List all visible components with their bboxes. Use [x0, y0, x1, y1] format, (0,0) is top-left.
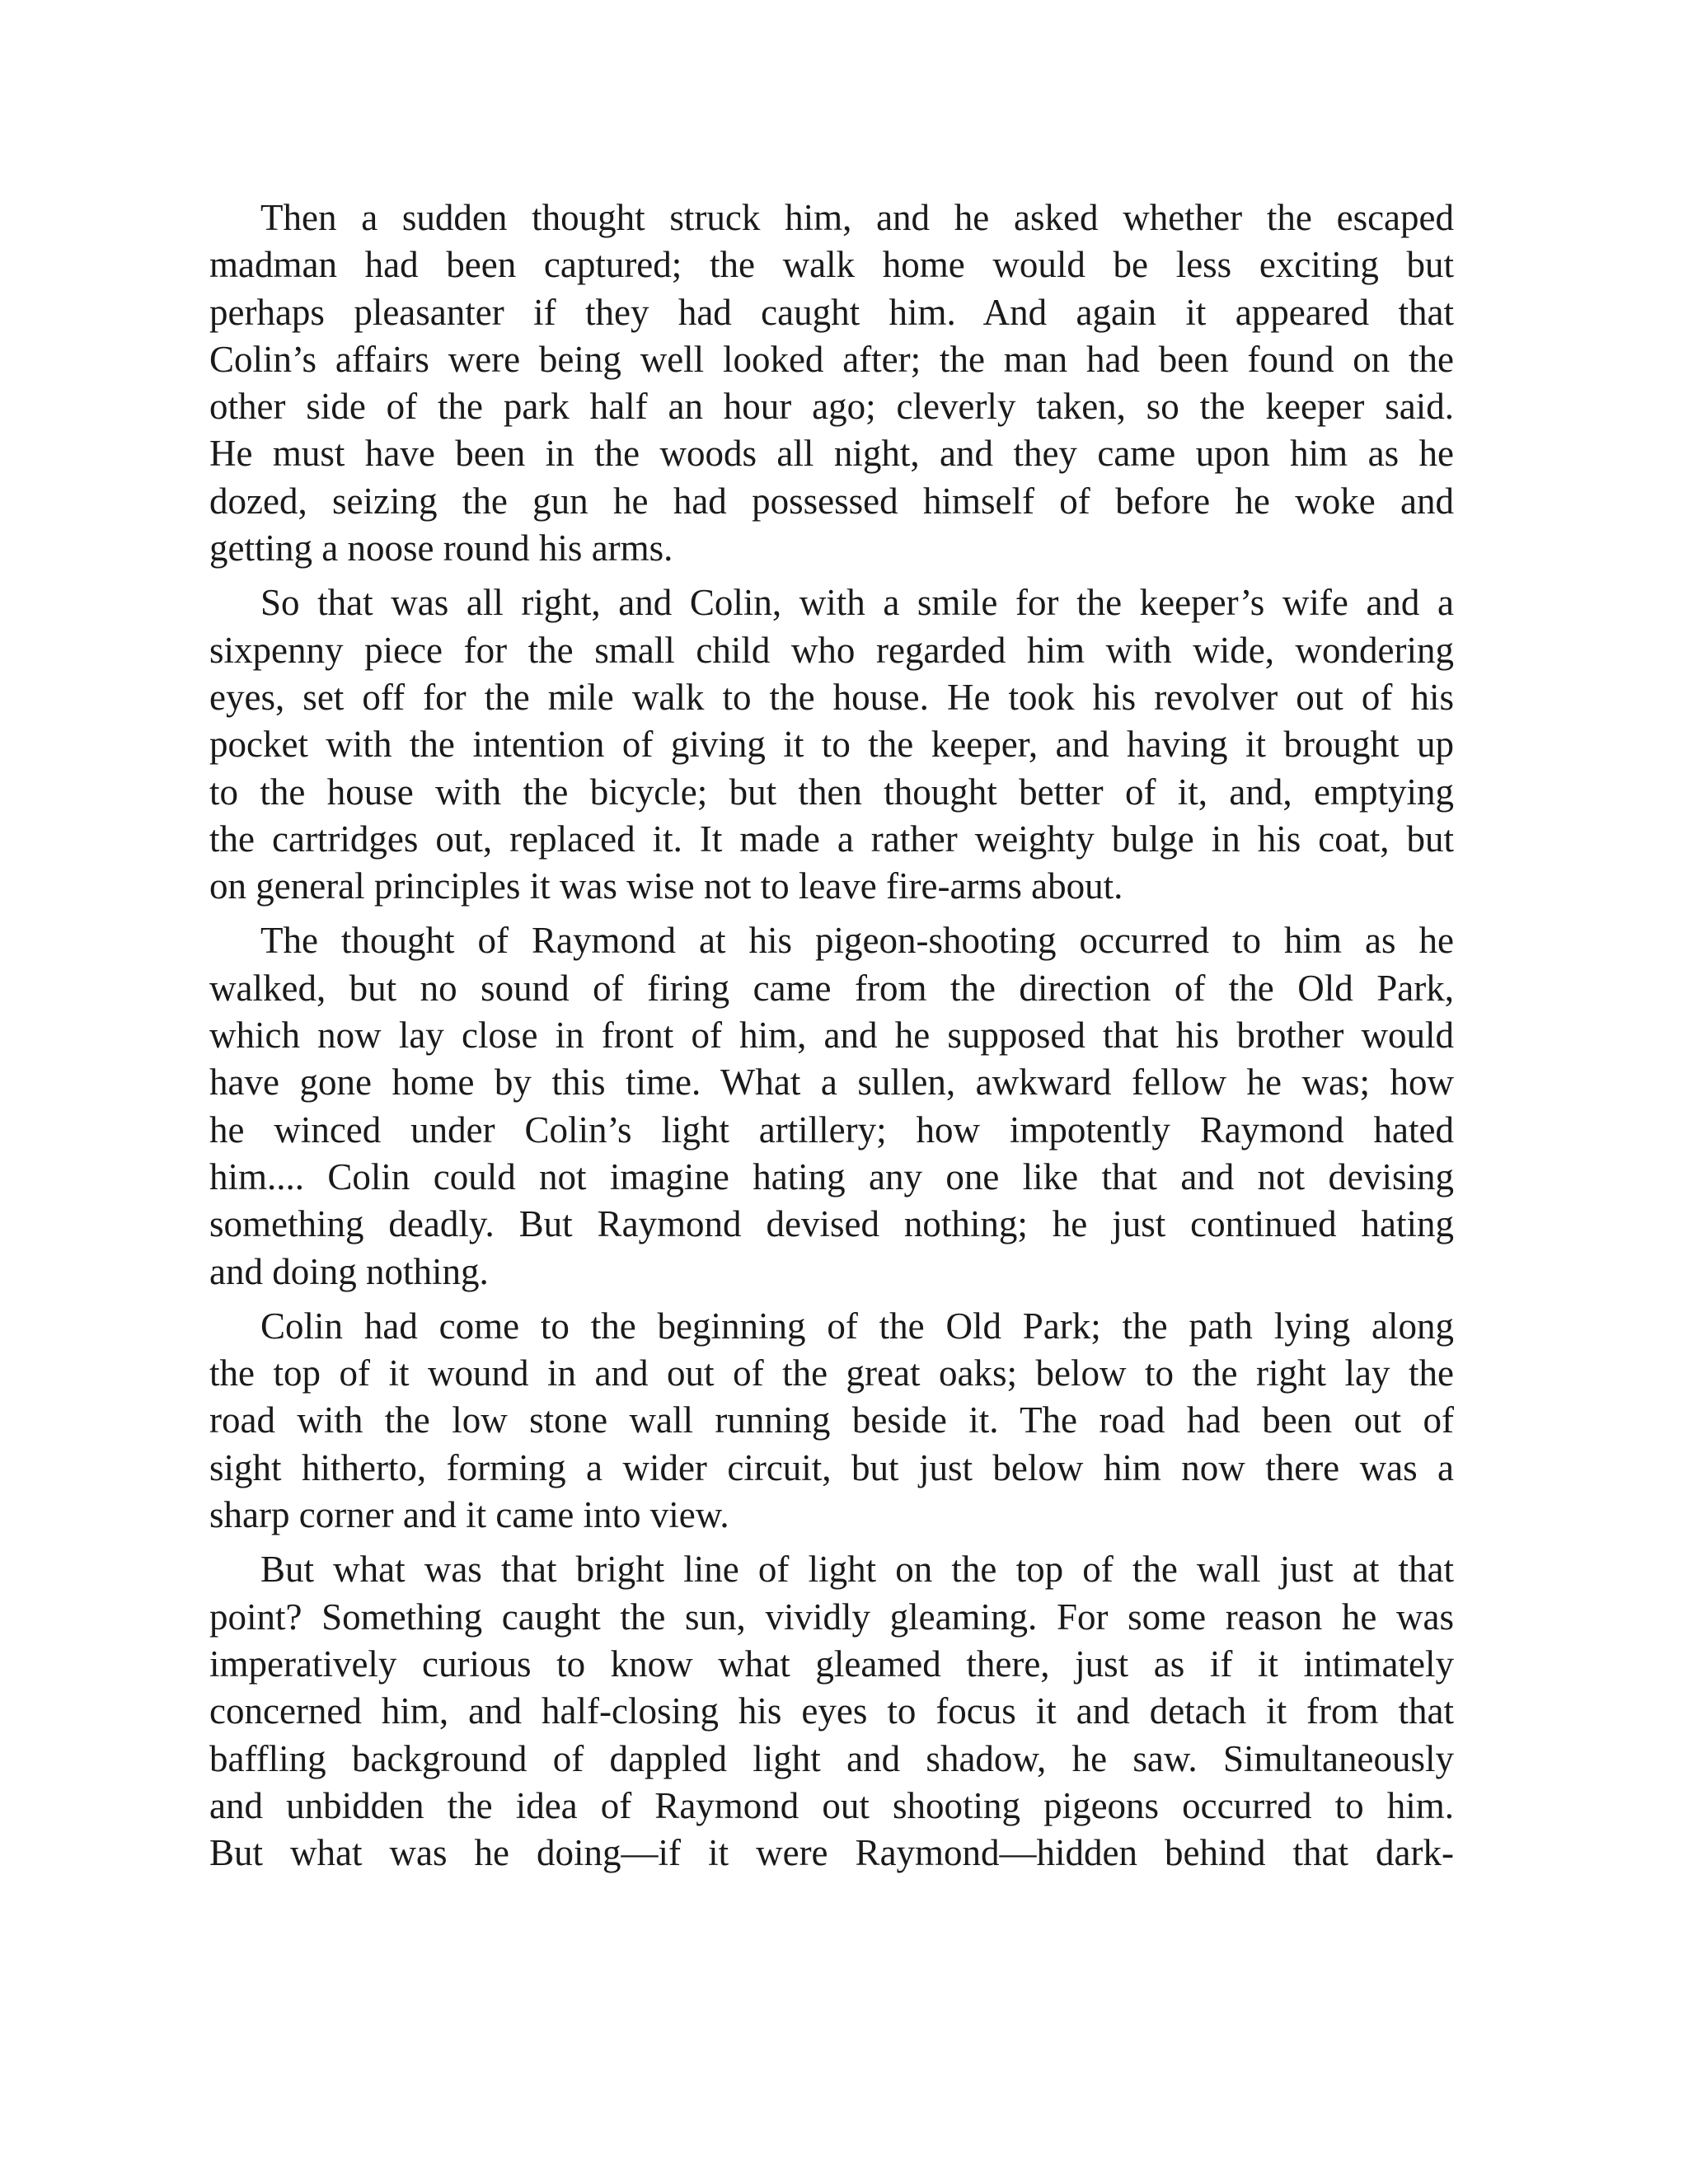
text-line: Colin had come to the beginning of the Old Park; the path lying along	[260, 1305, 1454, 1347]
paragraph-4	[209, 1303, 1454, 1539]
text-line: concerned him, and half-closing his eyes to focus it and detach it from that	[209, 1690, 1454, 1732]
text-line: sight hitherto, forming a wider circuit, but just below him now there was a	[209, 1446, 1454, 1488]
paragraph-2	[209, 579, 1454, 910]
text-line: he winced under Colin’s light artillery; how impotently Raymond hated	[209, 1108, 1454, 1151]
text-line: other side of the park half an hour ago; cleverly taken, so the keeper said.	[209, 386, 1454, 428]
text-line: on general principles it was wise not to leave fire-arms about.	[209, 865, 1123, 907]
text-line: But what was that bright line of light on the top of the wall just at that	[260, 1549, 1454, 1591]
text-line: But what was he doing—if it were Raymond—hidden behind that dark-	[209, 1832, 1454, 1874]
text-line: sixpenny piece for the small child who regarded him with wide, wondering	[209, 629, 1454, 671]
page-body	[209, 194, 1454, 1884]
text-line: perhaps pleasanter if they had caught him. And again it appeared that	[209, 291, 1454, 333]
text-line: and doing nothing.	[209, 1250, 489, 1292]
text-line: madman had been captured; the walk home would be less exciting but	[209, 244, 1454, 286]
text-line: baffling background of dappled light and shadow, he saw. Simultaneously	[209, 1737, 1454, 1779]
text-line: and unbidden the idea of Raymond out shooting pigeons occurred to him.	[209, 1784, 1454, 1826]
text-line: imperatively curious to know what gleamed there, just as if it intimately	[209, 1643, 1454, 1685]
text-line: the cartridges out, replaced it. It made a rather weighty bulge in his coat, but	[209, 818, 1454, 860]
paragraph-3	[209, 917, 1454, 1295]
text-line: Colin’s affairs were being well looked after; the man had been found on the	[209, 338, 1454, 380]
text-line: to the house with the bicycle; but then thought better of it, and, emptying	[209, 771, 1454, 813]
paragraph-1	[209, 194, 1454, 572]
text-line: The thought of Raymond at his pigeon-shooting occurred to him as he	[260, 920, 1454, 962]
text-line: which now lay close in front of him, and he supposed that his brother would	[209, 1015, 1454, 1057]
text-line: sharp corner and it came into view.	[209, 1494, 729, 1536]
text-line: getting a noose round his arms.	[209, 527, 673, 569]
text-line: have gone home by this time. What a sullen, awkward fellow he was; how	[209, 1062, 1454, 1104]
text-line: point? Something caught the sun, vividly gleaming. For some reason he was	[209, 1596, 1454, 1638]
text-line: him.... Colin could not imagine hating any one like that and not devising	[209, 1155, 1454, 1197]
text-line: So that was all right, and Colin, with a smile for the keeper’s wife and a	[260, 582, 1454, 624]
text-line: eyes, set off for the mile walk to the house. He took his revolver out of his	[209, 676, 1454, 718]
text-line: He must have been in the woods all night, and they came upon him as he	[209, 433, 1454, 475]
text-line: Then a sudden thought struck him, and he asked whether the escaped	[260, 197, 1454, 238]
paragraph-5	[209, 1546, 1454, 1877]
text-line: pocket with the intention of giving it to the keeper, and having it brought up	[209, 724, 1454, 766]
text-line: walked, but no sound of firing came from the direction of the Old Park,	[209, 967, 1454, 1009]
text-line: road with the low stone wall running beside it. The road had been out of	[209, 1399, 1454, 1441]
text-line: dozed, seizing the gun he had possessed himself of before he woke and	[209, 480, 1454, 522]
text-line: something deadly. But Raymond devised nothing; he just continued hating	[209, 1203, 1454, 1245]
text-line: the top of it wound in and out of the great oaks; below to the right lay the	[209, 1352, 1454, 1394]
